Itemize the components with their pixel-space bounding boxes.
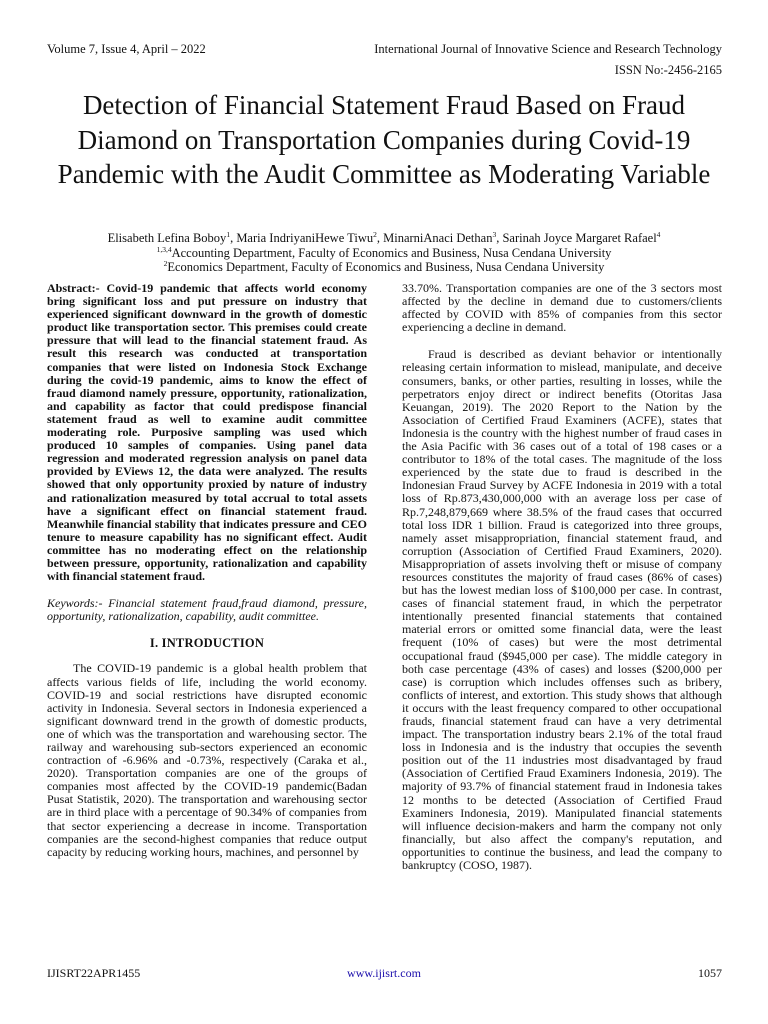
intro-paragraph-continued: 33.70%. Transportation companies are one of the 3 sectors most affected by the decline in demand due to customers/clients affected by COVID with 85% of companies from this sector experiencing a decline in demand. (402, 281, 722, 335)
footer-website-link[interactable]: www.ijisrt.com (347, 966, 421, 980)
footer-paper-id: IJISRT22APR1455 (47, 966, 141, 980)
affiliation-1: $^{1,3,4}$Accounting Department, Faculty of Economics and Business, Nusa Cendana University (156, 244, 612, 260)
paper-title: Detection of Financial Statement Fraud Based on Fraud Diamond on Transportation Companies during Covid-19 Pandemic with the Audit Committee as Moderating Variable (57, 90, 711, 189)
keywords: Keywords:- Financial statement fraud,fraud diamond, pressure, opportunity, rationalization, capability, audit committee. (47, 596, 367, 624)
left-column (47, 282, 367, 859)
header-journal: International Journal of Innovative Science and Research Technology (374, 42, 722, 56)
author-2: , Maria IndriyaniHewe Tiwu (230, 231, 374, 245)
section-heading: I. INTRODUCTION (149, 636, 265, 651)
author-4: , Sarinah Joyce Margaret Rafael (496, 231, 657, 245)
right-column (402, 282, 722, 872)
author-3: , MinarniAnaci Dethan (376, 231, 493, 245)
intro-paragraph-1: The COVID-19 pandemic is a global health problem that affects various fields of life, including the world economy. COVID-19 and social restrictions have disrupted economic activity in Indonesia. Several sectors in Indonesia experienced a significant downward trend in the growth of domestic products, one of which was the transportation and warehousing sector. The railway and warehousing sub-sectors experienced an economic contraction of -6.96% and -0.73%, respectively (Caraka et al., 2020). Transportation companies are one of the groups of companies most affected by the COVID-19 pandemic(Badan Pusat Statistik, 2020). The transportation and warehousing sector are in third place with a percentage of 90.34% of companies from that sector experiencing a decrease in income. Transportation companies are the second-highest companies that reduce output capacity by reducing working hours, machines, and personnel by (47, 661, 367, 859)
affiliation-2: $^2$Economics Department, Faculty of Economics and Business, Nusa Cendana University (163, 258, 605, 274)
author-block (40, 231, 728, 275)
intro-paragraph-2: Fraud is described as deviant behavior or intentionally releasing certain information to mislead, manipulate, and deceive consumers, banks, or other parties, resulting in losses, while the perpetrators enjoy direct or indirect benefits (Otoritas Jasa Keuangan, 2019). The 2020 Report to the Nation by the Association of Certified Fraud Examiners (ACFE), states that Indonesia is the country with the highest number of fraud cases in the Asia Pacific with 36 cases out of a total of 198 cases or a contributor to 18% of the total cases. The magnitude of the loss experienced by the state due to fraud is described in the Indonesian Fraud Survey by ACFE Indonesia in 2019 with a total loss of Rp.873,430,000,000 with an average loss per case of Rp.7,248,879,669 where 38.5% of the fraud cases that occurred total loss IDR 1 billion. Fraud is categorized into three groups, namely asset misappropriation, financial statement fraud, and corruption (Association of Certified Fraud Examiners, 2020). Misappropriation of assets involving theft or misuse of company resources constitutes the majority of fraud cases (86% of cases) but has the lowest median loss of $100,000 per case. In contrast, cases of financial statement fraud, in which the perpetrator intentionally presented financial statements that contained material errors or omitted some financial data, were the least frequent (10% of cases) but were the most detrimental occupational fraud ($945,000 per case). The middle category in both case percentage (43% of cases) and losses ($200,000 per case) is corruption which includes offenses such as bribery, conflicts of interest, and extortion. This study shows that although it occurs with the least frequency compared to other occupational frauds, financial statement fraud can have a very detrimental impact. The transportation industry bears 2.1% of the total fraud loss in Indonesia and is the industry that occupies the seventh position out of the 11 industries most disadvantaged by fraud (Association of Certified Fraud Examiners Indonesia, 2019). The majority of 93.7% of financial statement fraud in Indonesia takes 12 months to be detected (Association of Certified Fraud Examiners Indonesia, 2019). Manipulated financial statements will influence decision-makers and harm the company not only financially, but also affect the company's reputation, and opportunities to continue the business, and lead the company to bankruptcy (COSO, 1987). (402, 347, 722, 873)
author-1: Elisabeth Lefina Boboy (107, 231, 227, 245)
abstract: Abstract:- Covid-19 pandemic that affects world economy bring significant loss and put pressure on industry that experienced significant downward in the growth of domestic product like transportation sector. This premises could create pressure that will lead to the financial statement fraud. As result this research was conducted at transportation companies that were listed on Indonesia Stock Exchange during the covid-19 pandemic, aims to know the effect of fraud diamond namely pressure, opportunity, rationalization, and capability as factor that could predispose financial statement fraud as well to examine audit committee moderating role. Purposive sampling was used which produced 10 samples of companies. Using panel data regression and moderated regression analysis on panel data provided by EViews 12, the data were analyzed. The results showed that only opportunity proxied by nature of industry and rationalization measured by total accrual to total assets have a significant effect on financial statement fraud. Meanwhile financial stability that indicates pressure and CEO tenure to measure capability has no significant effect. Audit committee has no moderating effect on the relationship between pressure, opportunity, rationalization and capability with financial statement fraud. (47, 281, 367, 584)
author-list: Elisabeth Lefina Boboy$^1$, Maria IndriyaniHewe Tiwu$^2$, MinarniAnaci Dethan$^3$, Sarinah Joyce Margaret Rafael$^4$ (107, 229, 661, 245)
footer-page-number: 1057 (698, 966, 722, 980)
header-issn: ISSN No:-2456-2165 (614, 63, 722, 77)
header-volume: Volume 7, Issue 4, April – 2022 (47, 42, 206, 56)
